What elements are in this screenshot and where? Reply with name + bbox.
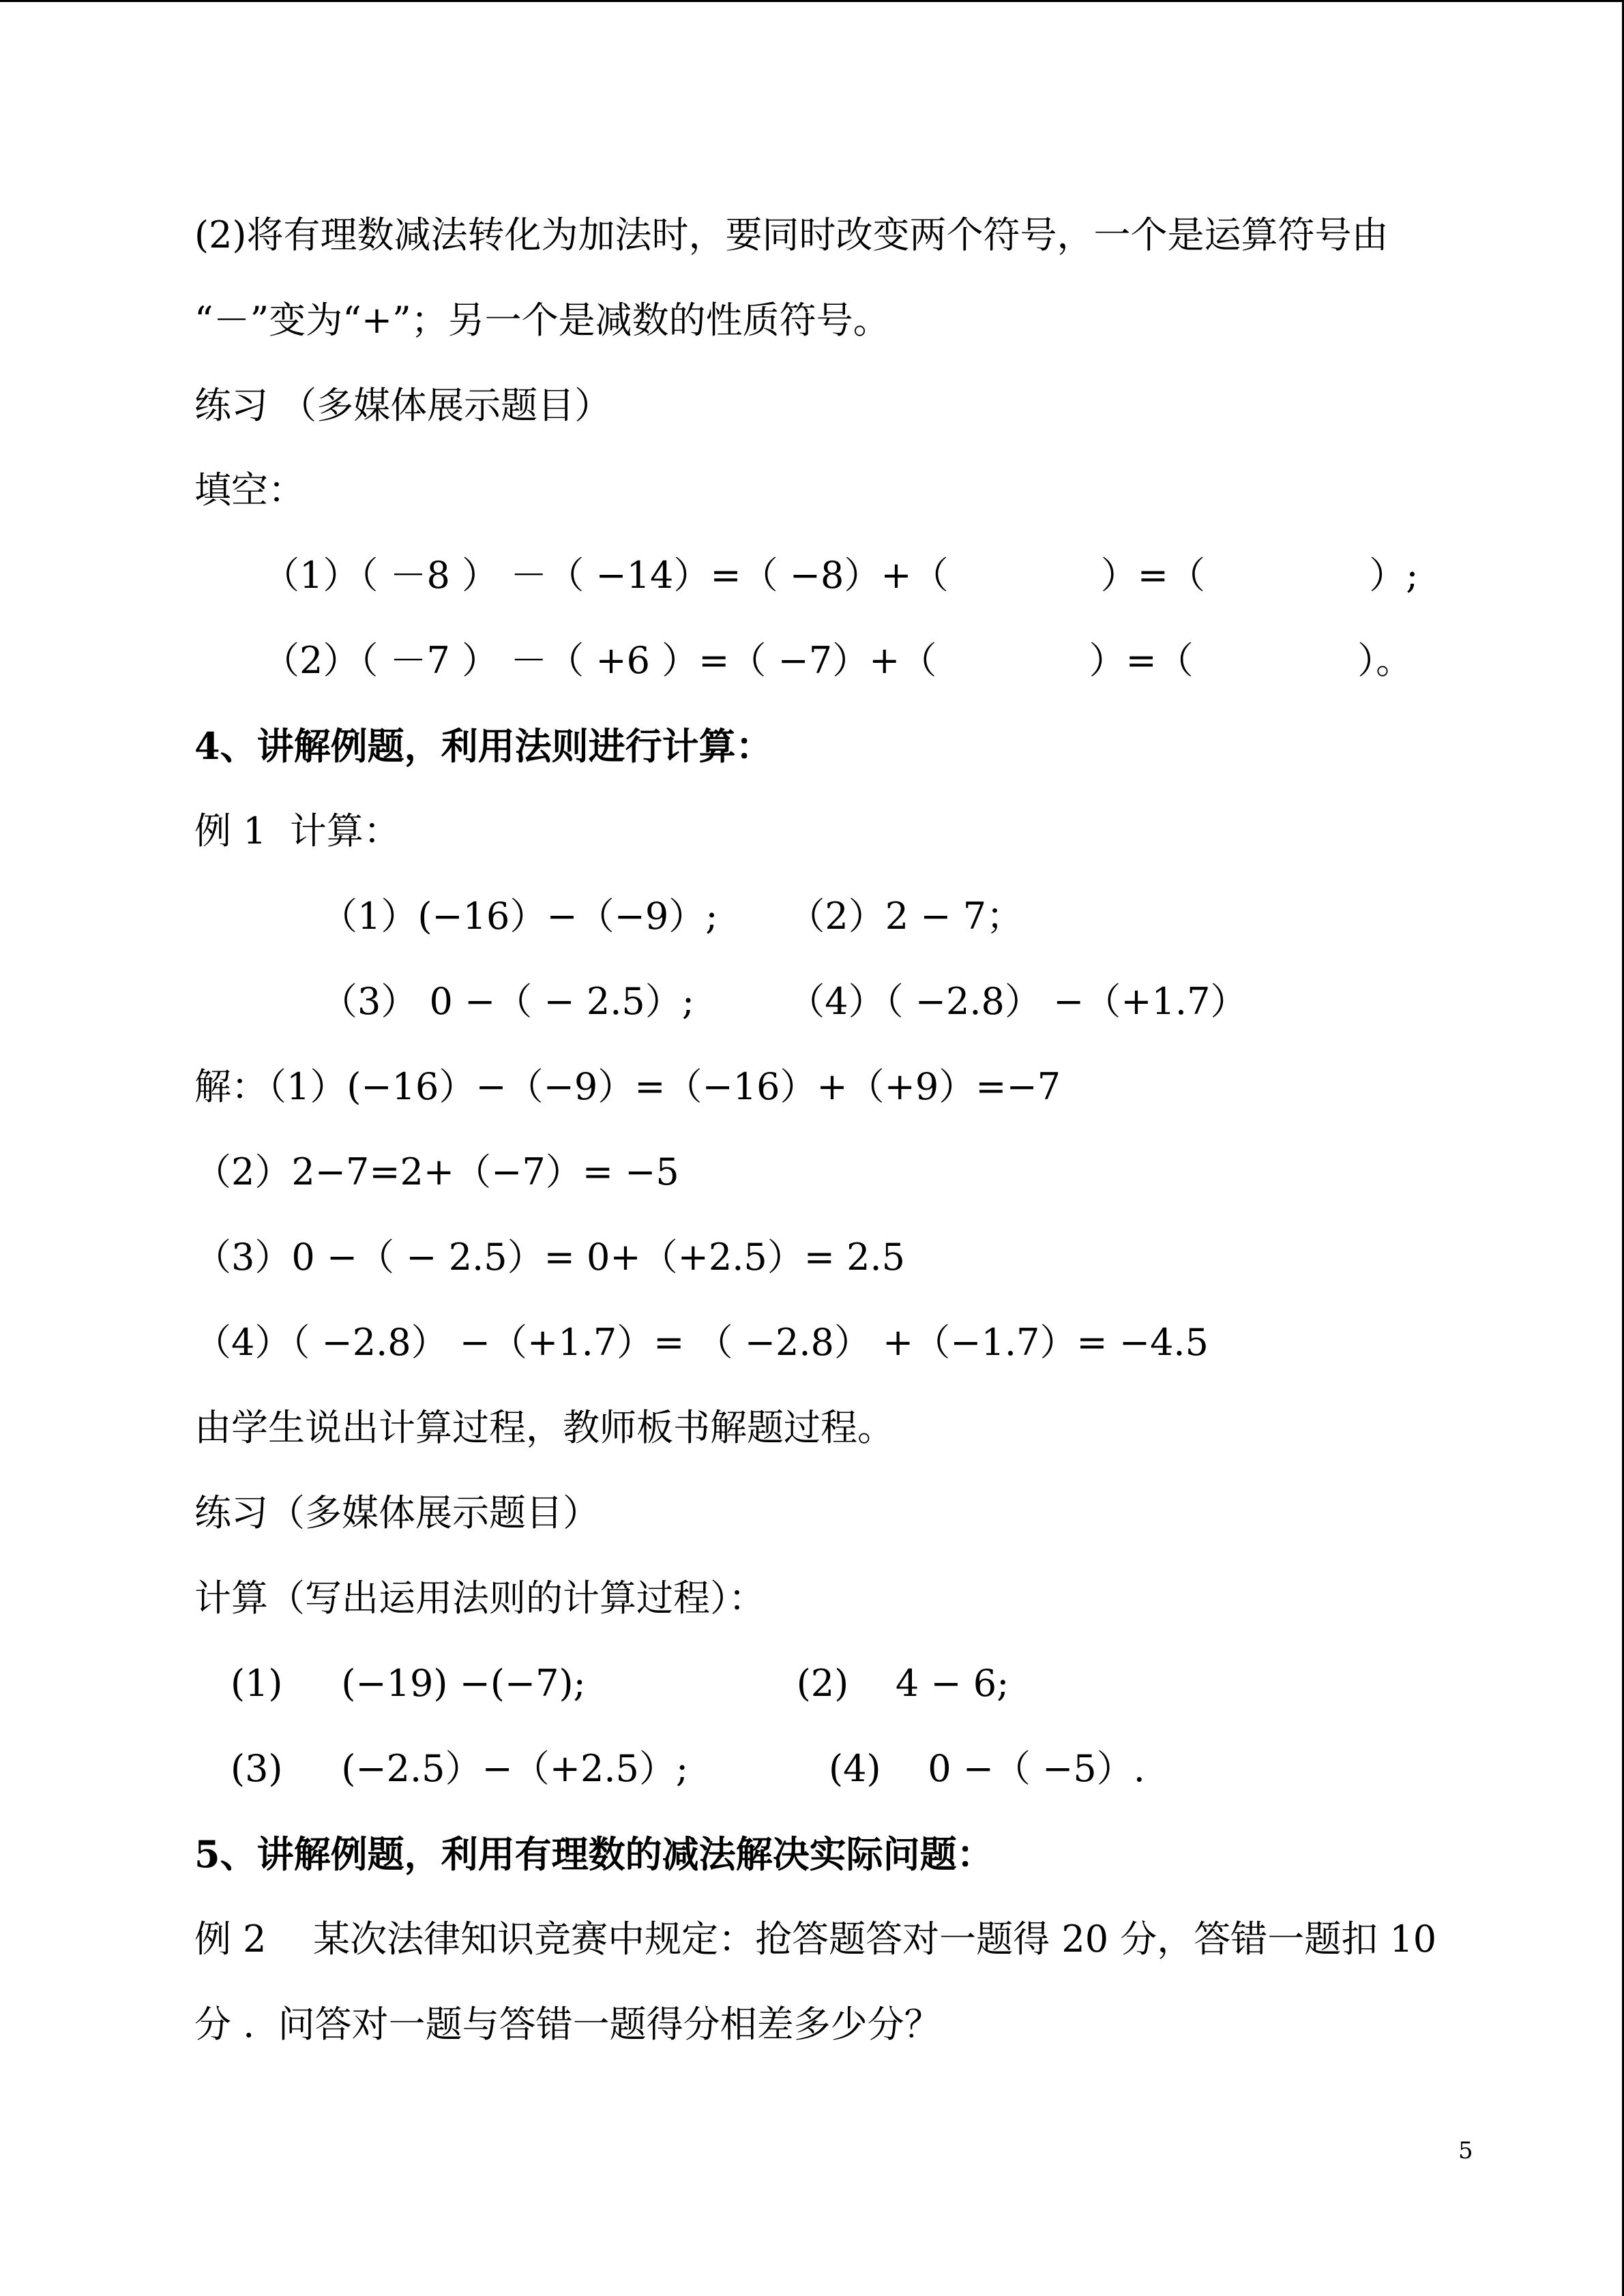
example-problem-text: 分 . 问答对一题与答错一题得分相差多少分？ [194, 2003, 941, 2046]
solution-line: （2）2−7=2+（−7）= −5 [194, 1150, 679, 1193]
section-heading: 4、讲解例题，利用法则进行计算： [194, 724, 773, 768]
paragraph-line: “－”变为“+”；另一个是减数的性质符号。 [194, 299, 890, 342]
fill-blank-item: （2）（ －7 ） －（ +6 ）=（ −7）+（ ）=（ ）。 [263, 639, 1413, 682]
solution-line: （3）0 −（ − 2.5）= 0+（+2.5）= 2.5 [194, 1236, 906, 1279]
page-number: 5 [1458, 2137, 1473, 2164]
practice-heading: 练习（多媒体展示题目） [194, 1491, 600, 1534]
fill-blank-label: 填空： [194, 468, 305, 511]
example-problem: （3） 0 −（ − 2.5）; （4）（ −2.8） −（+1.7） [321, 980, 1247, 1023]
example-problem: （1）(−16）−（−9）; （2）2 − 7； [321, 895, 1024, 938]
fill-blank-item: （1）（ －8 ） －（ −14）=（ −8）+（ ）=（ ）; [263, 554, 1419, 597]
solution-line: （4）（ −2.8） −（+1.7）= （ −2.8） +（−1.7）= −4.5 [194, 1321, 1209, 1364]
top-border [0, 0, 1624, 2]
example-title: 例 1 计算： [194, 809, 400, 852]
exercise-item: (1) (−19) −(−7); (2) 4 − 6; [231, 1662, 1009, 1705]
exercise-item: (3) (−2.5）−（+2.5）; (4) 0 −（ −5）. [231, 1747, 1145, 1790]
practice-heading: 练习 （多媒体展示题目） [194, 384, 612, 427]
solution-line: 解：（1）(−16）−（−9）=（−16）+（+9）=−7 [194, 1065, 1061, 1108]
paragraph-line: 计算（写出运用法则的计算过程）： [194, 1577, 765, 1620]
example-problem-text: 例 2 某次法律知识竞赛中规定：抢答题答对一题得 20 分，答错一题扣 10 [194, 1918, 1437, 1960]
section-heading: 5、讲解例题，利用有理数的减法解决实际问题： [194, 1832, 994, 1876]
paragraph-line: 由学生说出计算过程，教师板书解题过程。 [194, 1406, 894, 1449]
paragraph-line: (2)将有理数减法转化为加法时，要同时改变两个符号，一个是运算符号由 [194, 213, 1389, 256]
